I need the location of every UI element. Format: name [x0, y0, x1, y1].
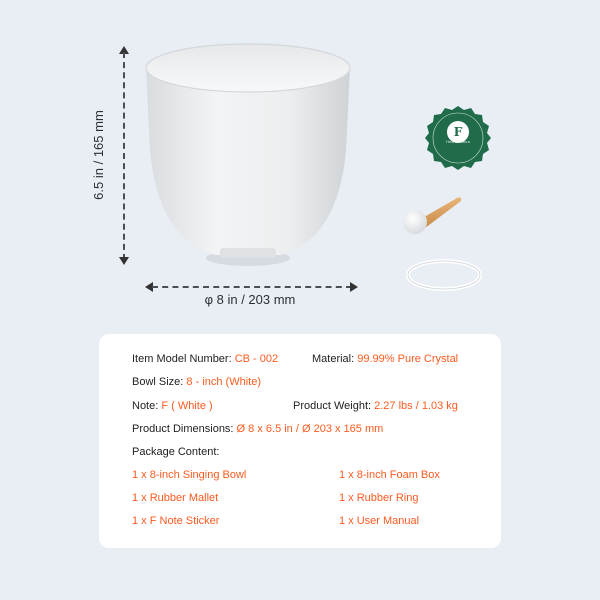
model-label: Item Model Number: [132, 353, 235, 365]
model-number [132, 353, 278, 365]
package-item: 1 x User Manual [339, 515, 420, 527]
model-value: CB - 002 [234, 353, 279, 365]
dims-value: Ø 8 x 6.5 in / Ø 203 x 165 mm [236, 423, 384, 435]
bowl-size [132, 376, 261, 388]
note-value: F ( White ) [161, 400, 213, 412]
product-weight [293, 400, 458, 412]
note-label: Note: [132, 400, 162, 412]
diameter-dimension-line [152, 286, 352, 288]
size-label: Bowl Size: [132, 376, 187, 388]
package-item: 1 x 8-inch Singing Bowl [132, 469, 247, 481]
material-value: 99.99% Pure Crystal [357, 353, 459, 365]
package-item: 1 x Rubber Ring [339, 492, 419, 504]
product-dimensions [132, 423, 383, 435]
rubber-ring-image [404, 257, 484, 293]
weight-label: Product Weight: [293, 400, 375, 412]
height-label: 6.5 in / 165 mm [91, 110, 106, 200]
package-content-label: Package Content: [132, 446, 220, 458]
size-value: 8 - inch (White) [186, 376, 261, 388]
dims-label: Product Dimensions: [132, 423, 237, 435]
weight-value: 2.27 lbs / 1.03 kg [374, 400, 458, 412]
material-label: Material: [312, 353, 358, 365]
sticker-text: Heart Chakra [446, 139, 470, 144]
diameter-arrow-right-icon [350, 282, 358, 292]
spec-card [99, 334, 501, 548]
material [312, 353, 458, 365]
height-dimension-line [123, 52, 125, 260]
package-item: 1 x Rubber Mallet [132, 492, 219, 504]
package-item: 1 x F Note Sticker [132, 515, 220, 527]
height-arrow-down-icon [119, 257, 129, 265]
rubber-mallet-image [395, 190, 465, 240]
diameter-label: φ 8 in / 203 mm [204, 292, 296, 307]
sticker-letter: F [447, 121, 469, 143]
package-item: 1 x 8-inch Foam Box [339, 469, 440, 481]
singing-bowl-image [138, 40, 358, 270]
note [132, 400, 213, 412]
